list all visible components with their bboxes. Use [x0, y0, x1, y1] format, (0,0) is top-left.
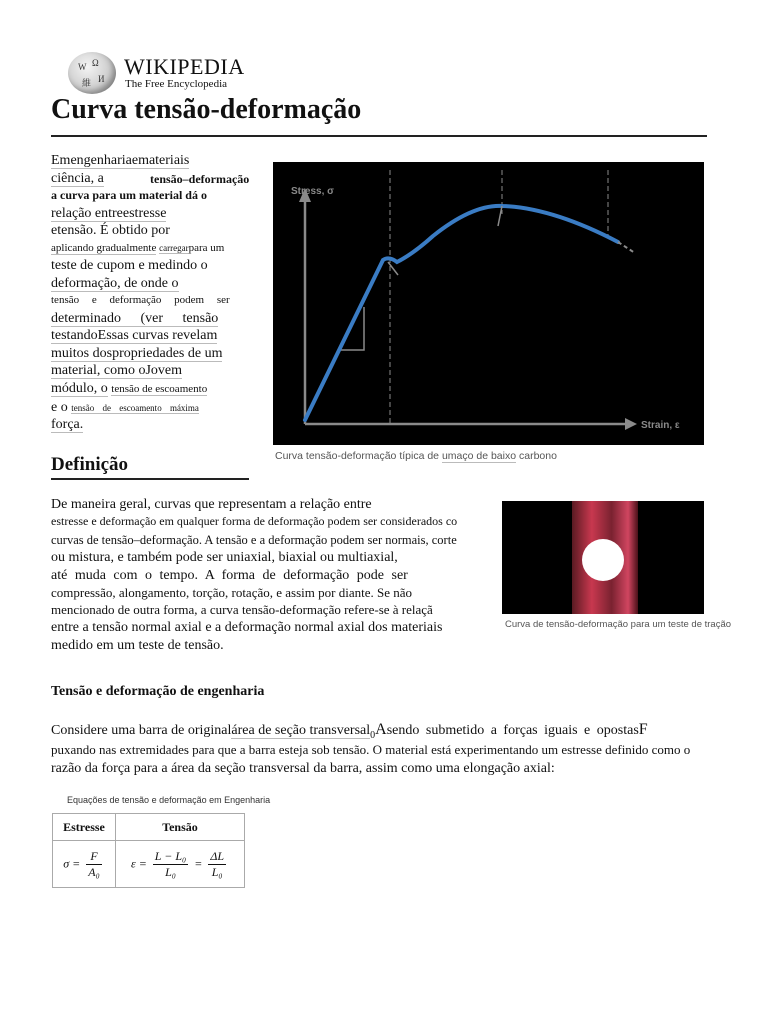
globe-glyph: 維	[82, 78, 92, 88]
intro-line: módulo, o tensão de escoamento	[51, 381, 208, 396]
intro-line: força.	[51, 417, 84, 432]
figure1-caption: Curva tensão-deformação típica de umaço de baixo carbono	[275, 450, 557, 462]
intro-line: etensão. É obtido por	[51, 223, 170, 238]
engineering-line: Considere uma barra de originalárea de seção transversal$_0$Asendo submetido a forças iguais e opostasF	[51, 721, 648, 741]
tensile-test-video[interactable]	[502, 501, 704, 614]
intro-line: aplicando gradualmente carregarpara um	[51, 242, 225, 254]
engineering-line: razão da força para a área da seção transversal da barra, assim como uma elongação axial:	[51, 761, 555, 776]
intro-line: Emengenhariaemateriais	[51, 153, 190, 168]
stress-strain-figure[interactable]	[273, 162, 704, 445]
intro-line: muitos dospropriedades de um	[51, 346, 223, 361]
definition-line: De maneira geral, curvas que representam a relação entre	[51, 497, 372, 512]
table-caption: Equações de tensão e deformação em Engenharia	[67, 795, 271, 805]
intro-line: relação entreestresse	[51, 206, 167, 221]
intro-line: teste de cupom e medindo o	[51, 258, 208, 273]
wikipedia-tagline: The Free Encyclopedia	[125, 78, 228, 90]
y-axis-label: Stress, σ	[291, 186, 334, 197]
intro-line: deformação, de onde o	[51, 276, 179, 291]
definition-line: curvas de tensão–deformação. A tensão e a deformação podem ser normais, corte	[51, 533, 457, 547]
engineering-line: puxando nas extremidades para que a barra esteja sob tensão. O material está experimentando um estresse definido como o	[51, 742, 691, 757]
intro-term: tensão–deformação	[150, 172, 250, 186]
section-heading-definicao: Definição	[51, 454, 129, 475]
stress-strain-chart	[273, 162, 704, 445]
col-header-strain: Tensão	[116, 814, 245, 841]
page-title: Curva tensão-deformação	[51, 94, 362, 125]
x-axis-label: Strain, ε	[641, 420, 680, 431]
intro-line: ciência, a	[51, 171, 104, 186]
subsection-heading-engenharia: Tensão e deformação de engenharia	[51, 684, 265, 699]
definition-line: estresse e deformação em qualquer forma de deformação podem ser considerados co	[51, 514, 458, 528]
figure2-caption: Curva de tensão-deformação para um teste de tração	[505, 619, 732, 630]
cross-section-link[interactable]: área de seção transversal	[231, 723, 371, 738]
intro-line: e o tensão de escoamento máxima	[51, 400, 199, 415]
intro-line: determinado (ver tensão	[51, 311, 219, 326]
definition-line: mencionado de outra forma, a curva tensão-deformação refere-se à relaçã	[51, 602, 433, 617]
wikipedia-globe-logo[interactable]	[68, 52, 116, 94]
definition-line: medido em um teste de tensão.	[51, 638, 224, 653]
intro-line: tensão e deformação podem ser	[51, 294, 230, 306]
intro-line: testandoEssas curvas revelam	[51, 328, 218, 343]
caption-link[interactable]: umaço de baixo	[441, 450, 517, 462]
title-underline	[51, 135, 707, 137]
definition-line: entre a tensão normal axial e a deformação normal axial dos materiais	[51, 620, 443, 635]
play-icon[interactable]	[582, 539, 624, 581]
col-header-stress: Estresse	[53, 814, 116, 841]
stress-formula: σ = $\frac{F}{\text{A₀}}$	[53, 841, 116, 888]
uts-tick	[498, 206, 502, 226]
globe-glyph: W	[78, 62, 87, 72]
wikipedia-wordmark[interactable]: WIKIPEDIA	[124, 54, 245, 79]
intro-line: material, como oJovem	[51, 363, 183, 378]
stress-strain-curve	[305, 206, 618, 420]
intro-line: a curva para um material dá o	[51, 188, 207, 202]
section-underline	[51, 478, 249, 480]
strain-formula: ε = $\frac{\text{L − L₀}}{\text{L₀}}$ = $\frac{\Delta L}{\text{L₀}}$	[116, 841, 245, 888]
x-axis-arrow	[625, 418, 637, 430]
definition-line: ou mistura, e também pode ser uniaxial, biaxial ou multiaxial,	[51, 550, 398, 565]
definition-line: até muda com o tempo. A forma de deformação pode ser	[51, 568, 408, 583]
globe-glyph: Ω	[92, 58, 99, 68]
curve-tail	[618, 242, 635, 253]
engineering-equations-table	[52, 813, 245, 888]
globe-glyph: И	[98, 74, 105, 84]
definition-line: compressão, alongamento, torção, rotação, e assim por diante. Se não	[51, 585, 412, 600]
